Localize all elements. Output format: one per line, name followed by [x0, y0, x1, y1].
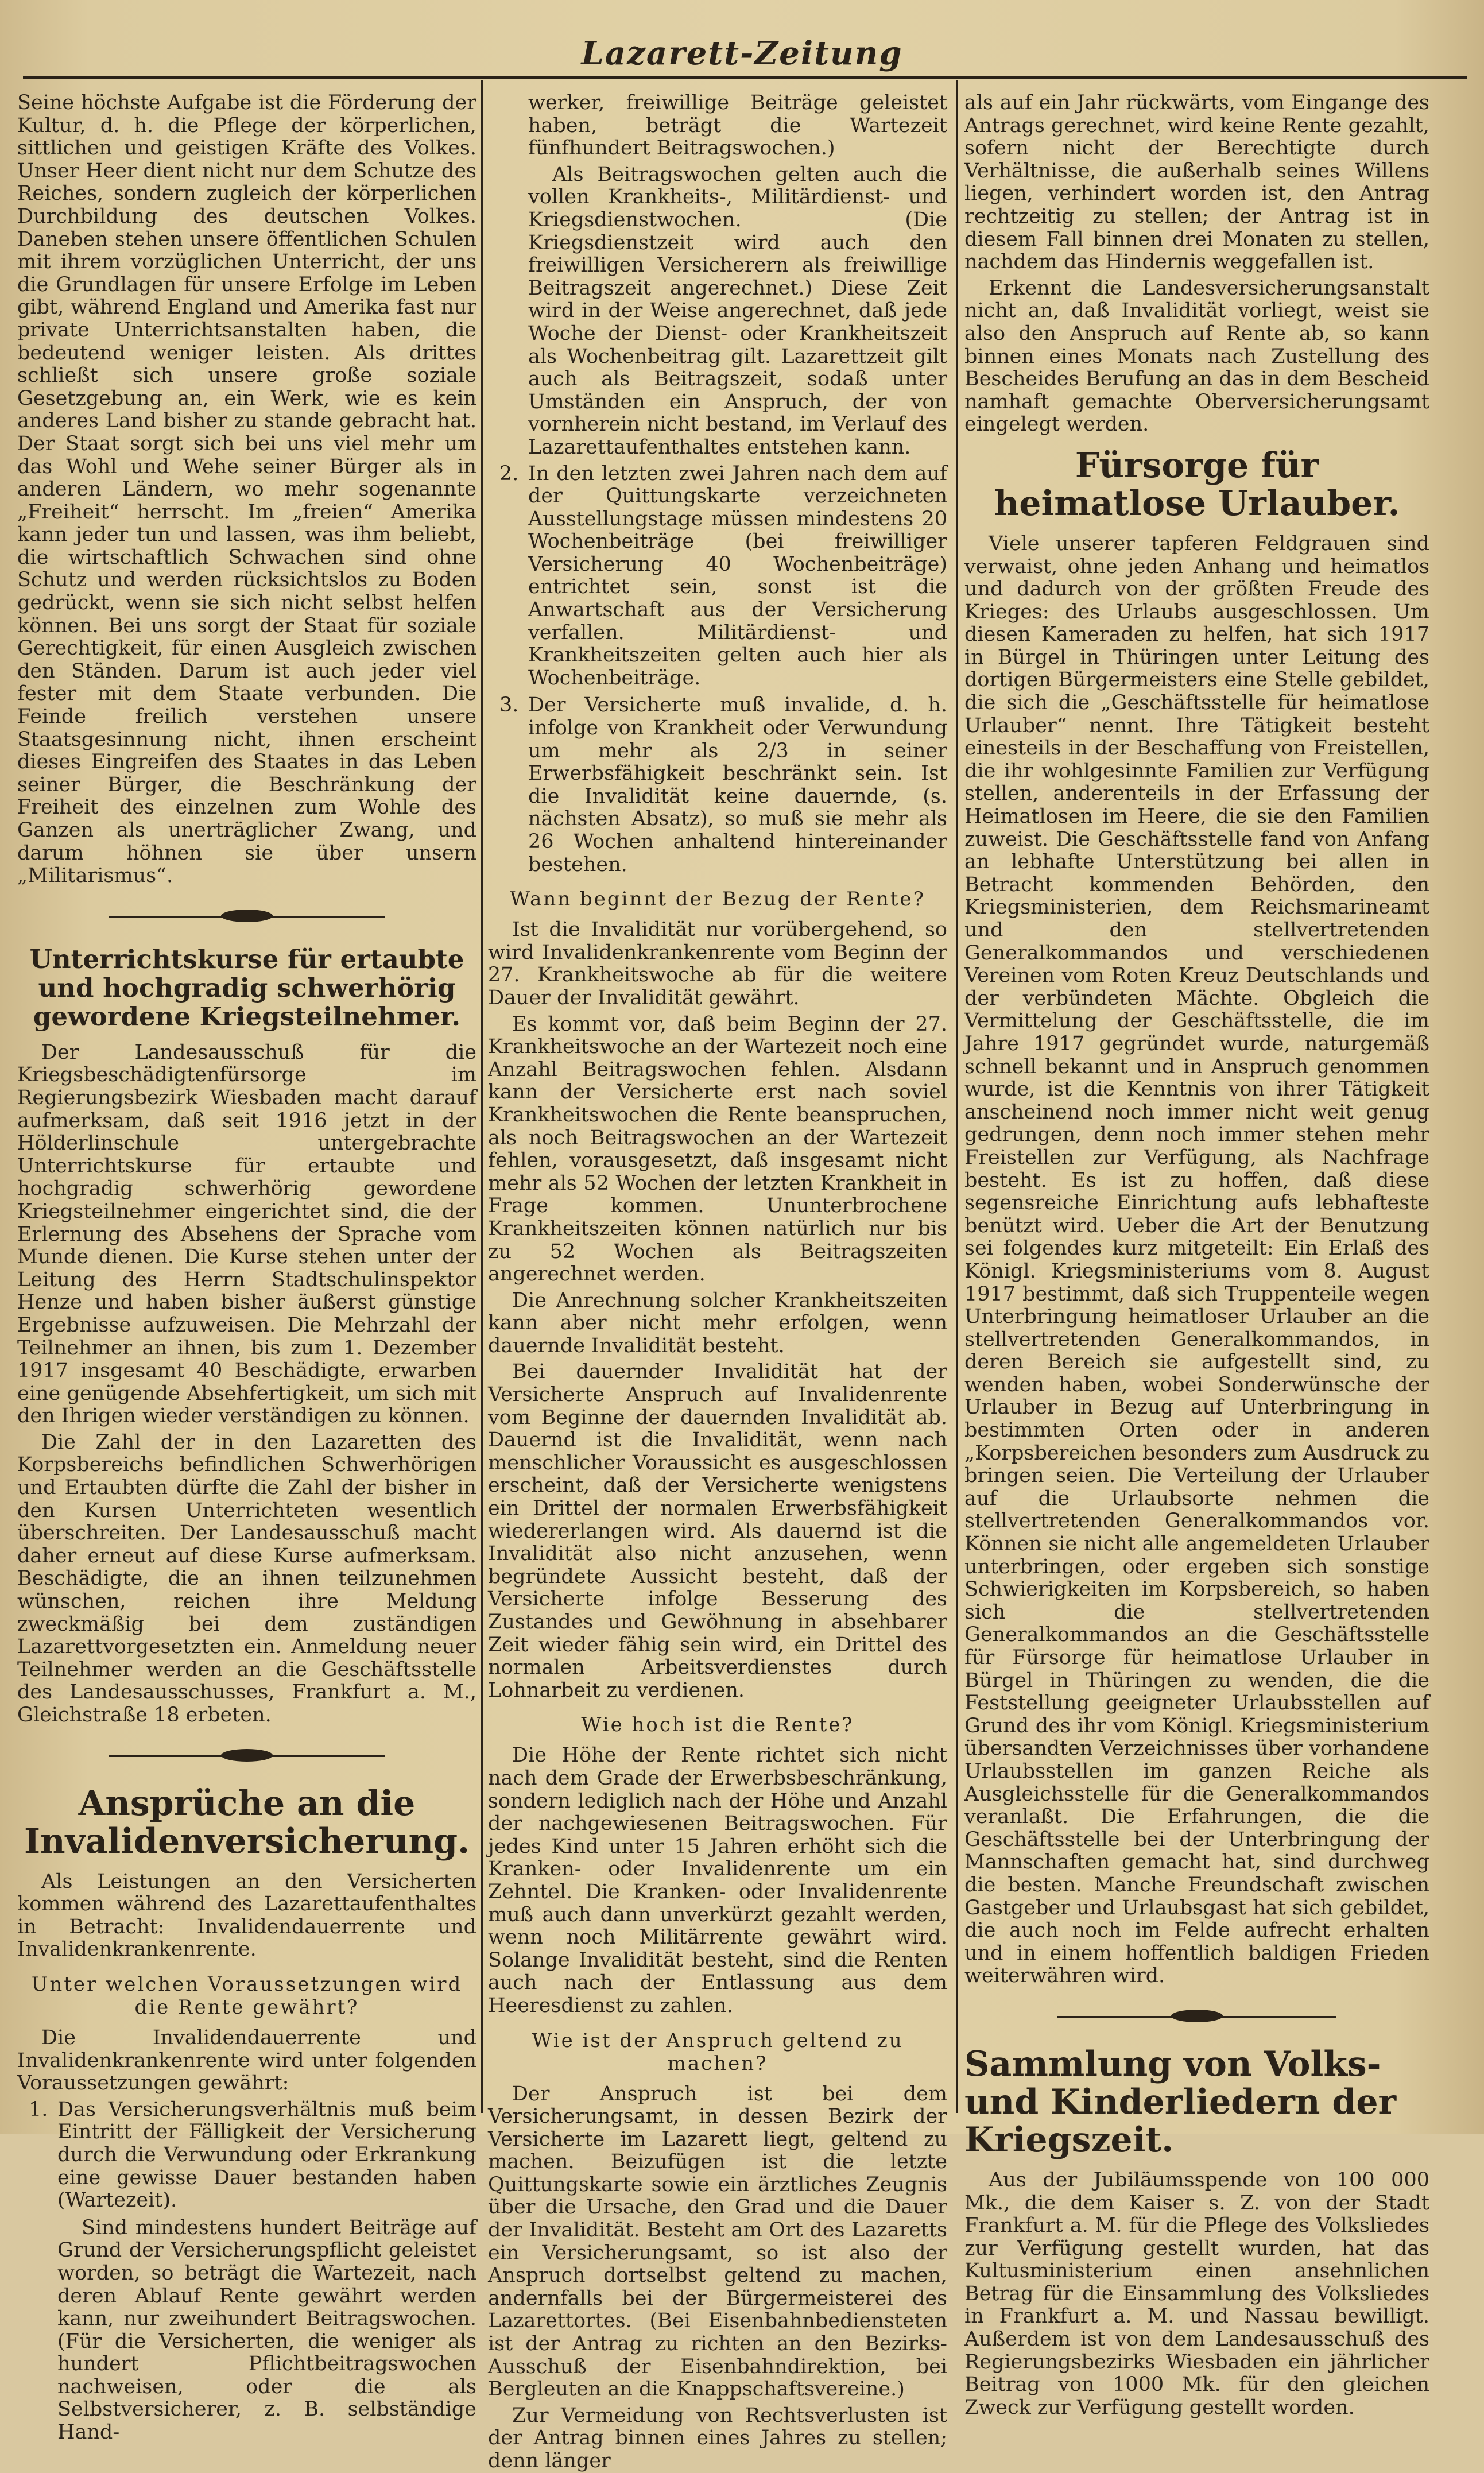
paragraph: Der Landesausschuß für die Kriegsbeschädigtenfürsorge im Regierungsbezirk Wiesbaden macht darauf aufmerksam, daß seit 1916 jetzt in der Hölderlinschule untergebrachte Unterrichtskurse für ertaubte und hochgradig schwerhörig gewordene Kriegsteilnehmer eingerichtet sind, die der Erlernung des Absehens der Sprache vom Munde dienen. Die Kurse stehen unter der Leitung des Herrn Stadtschulinspektor Henze und haben bisher äußerst günstige Ergebnisse aufzuweisen. Die Mehrzahl der Teilnehmer an ihnen, bis zum 1. Dezember 1917 insgesamt 40 Beschädigte, erwarben eine genügende Absehfertigkeit, um sich mit den Ihrigen wieder verständigen zu können.	[17, 1040, 476, 1428]
paragraph: Als Leistungen an den Versicherten kommen während des Lazarettaufenthaltes in Betracht: Invalidendauerrente und Invalidenkrankenrente.	[17, 1870, 476, 1961]
paragraph: Seine höchste Aufgabe ist die Förderung der Kultur, d. h. die Pflege der körperlichen, sittlichen und geistigen Kräfte des Volkes. Unser Heer dient nicht nur dem Schutze des Reiches, sondern zugleich der körperlichen Durchbildung des deutschen Volkes. Daneben stehen unsere öffentlichen Schulen mit ihrem vorzüglichen Unterricht, der uns die Grundlagen für unsere Erfolge im Leben gibt, während England und Amerika fast nur private Unterrichtsanstalten haben, die bedeutend weniger leisten. Als drittes schließt sich unsere große soziale Gesetzgebung an, ein Werk, wie es kein anderes Land bisher zu stande gebracht hat. Der Staat sorgt sich bei uns viel mehr um das Wohl und Wehe seiner Bürger als in anderen Ländern, wo mehr sogenannte „Freiheit“ herrscht. Im „freien“ Amerika kann jeder tun und lassen, was ihm beliebt, die wirtschaftlich Schwachen sind ohne Schutz und werden rücksichtslos zu Boden gedrückt, wenn sie sich nicht selbst helfen können. Bei uns sorgt der Staat für soziale Gerechtigkeit, für einen Ausgleich zwischen den Ständen. Darum ist auch jeder viel fester mit dem Staate verbunden. Die Feinde freilich verstehen unsere Staatsgesinnung nicht, ihnen erscheint dieses Eingreifen des Staates in das Leben seiner Bürger, die Beschränkung der Freiheit des einzelnen zum Wohle des Ganzen als unerträglicher Zwang, und darum höhnen sie über unsern „Militarismus“.	[17, 91, 476, 888]
paragraph: Zur Vermeidung von Rechtsverlusten ist der Antrag binnen eines Jahres zu stellen; denn länger	[488, 2404, 947, 2472]
list-text: Das Versicherungsverhältnis muß beim Eintritt der Fälligkeit der Versicherung durch die Verwundung oder Erkrankung eine gewisse Dauer bestanden haben (Wartezeit).	[57, 2097, 476, 2212]
header-rule	[23, 76, 1467, 79]
column-3	[964, 91, 1429, 2419]
list-number: 2.	[499, 462, 519, 485]
list-item	[17, 2099, 476, 2212]
paragraph: werker, freiwillige Beiträge geleistet haben, beträgt die Wartezeit fünfhundert Beitragswochen.)	[528, 91, 947, 160]
paragraph: Als Beitragswochen gelten auch die vollen Krankheits-, Militärdienst- und Kriegsdienstwochen. (Die Kriegsdienstzeit wird auch den freiwilligen Versicherern als freiwillige Beitragszeit angerechnet.) Diese Zeit wird in der Weise angerechnet, daß jede Woche der Dienst- oder Krankheitszeit als Wochenbeitrag gilt. Lazarettzeit gilt auch als Beitragszeit, sodaß unter Umständen ein Anspruch, der von vornherein nicht bestand, im Verlauf des Lazarettaufenthaltes entstehen kann.	[528, 162, 947, 459]
article-heading: Sammlung von Volks- und Kinderliedern der Kriegszeit.	[964, 2044, 1397, 2160]
paragraph: Der Anspruch ist bei dem Versicherungsamt, in dessen Bezirk der Versicherte im Lazarett liegt, geltend zu machen. Beizufügen ist die letzte Quittungskarte sowie ein ärztliches Zeugnis über die Ursache, den Grad und die Dauer der Invalidität. Besteht am Ort des Lazaretts ein Versicherungsamt, so ist also der Anspruch dortselbst geltend zu machen, andernfalls bei der Bürgermeisterei des Lazarettortes. (Bei Eisenbahnbediensteten ist der Antrag zu richten an den Bezirks-Ausschuß der Eisenbahndirektion, bei Bergleuten an die Knappschaftsvereine.)	[488, 2082, 947, 2401]
subheading: Unter welchen Voraussetzungen wird die Rente gewährt?	[31, 1972, 463, 2019]
paragraph: Die Zahl der in den Lazaretten des Korpsbereichs befindlichen Schwerhörigen und Ertaubten dürfte die Zahl der bisher in den Kursen Unterrichteten wesentlich überschreiten. Der Landesausschuß macht daher erneut auf diese Kurse aufmerksam. Beschädigte, die an ihnen teilzunehmen wünschen, reichen ihre Meldung zweckmäßig bei dem zuständigen Lazarettvorgesetzten ein. Anmeldung neuer Teilnehmer werden an die Geschäftsstelle des Landesausschusses, Frankfurt a. M., Gleichstraße 18 erbeten.	[17, 1430, 476, 1727]
list-text: In den letzten zwei Jahren nach dem auf der Quittungskarte verzeichneten Ausstellungstage müssen mindestens 20 Wochenbeiträge (bei freiwilliger Versicherung 40 Wochenbeiträge) entrichtet sein, sonst ist die Anwartschaft aus der Versicherung verfallen. Militärdienst- und Krankheitszeiten gelten auch hier als Wochenbeiträge.	[528, 462, 947, 690]
subheading: Wie hoch ist die Rente?	[581, 1713, 854, 1737]
paragraph: Die Anrechnung solcher Krankheitszeiten kann aber nicht mehr erfolgen, wenn dauernde Invalidität besteht.	[488, 1288, 947, 1357]
paragraph: Die Invalidendauerrente und Invalidenkrankenrente wird unter folgenden Voraussetzungen gewährt:	[17, 2026, 476, 2095]
paragraph: Erkennt die Landesversicherungsanstalt nicht an, daß Invalidität vorliegt, weist sie also den Anspruch auf Rente ab, so kann binnen eines Monats nach Zustellung des Bescheides Berufung an das in dem Bescheid namhaft gemachte Oberversicherungsamt eingelegt werden.	[964, 276, 1429, 436]
ornament-divider	[964, 2005, 1429, 2028]
column-divider	[956, 80, 958, 2113]
paragraph: Es kommt vor, daß beim Beginn der 27. Krankheitswoche an der Wartezeit noch eine Anzahl Beitragswochen fehlen. Alsdann kann der Versicherte erst nach soviel Krankheitswochen die Rente beanspruchen, als noch Beitragswochen an der Wartezeit fehlen, vorausgesetzt, daß insgesamt nicht mehr als 52 Wochen der letzten Krankheit in Frage kommen. Ununterbrochene Krankheitszeiten können natürlich nur bis zu 52 Wochen als Beitragszeiten angerechnet werden.	[488, 1012, 947, 1286]
paragraph: Viele unserer tapferen Feldgrauen sind verwaist, ohne jeden Anhang und heimatlos und dadurch von der größten Freude des Krieges: des Urlaubs ausgeschlossen. Um diesen Kameraden zu helfen, hat sich 1917 in Bürgel in Thüringen unter Leitung des dortigen Bürgermeisters eine Stelle gebildet, die sich die „Geschäftsstelle für heimatlose Urlauber“ nennt. Ihre Tätigkeit besteht einesteils in der Beschaffung von Freistellen, die ihr wohlgesinnte Familien zur Verfügung stellen, anderenteils in der Erfassung der Heimatlosen im Heere, die sie den Familien zuweist. Die Geschäftsstelle fand von Anfang an lebhafte Unterstützung bei allen in Betracht kommenden Behörden, den Kriegsministerien, dem Reichsmarineamt und den stellvertretenden Generalkommandos und verschiedenen Vereinen vom Roten Kreuz Deutschlands und der verbündeten Mächte. Obgleich die Vermittelung der Geschäftsstelle, die im Jahre 1917 gegründet wurde, naturgemäß schnell bekannt und in Anspruch genommen wurde, ist die Kenntnis von ihrer Tätigkeit anscheinend noch immer nicht weit genug gedrungen, denn noch immer stehen mehr Freistellen zur Verfügung, als Nachfrage besteht. Es ist zu hoffen, daß diese segensreiche Einrichtung aufs lebhafteste benützt wird. Ueber die Art der Benutzung sei folgendes kurz mitgeteilt: Ein Erlaß des Königl. Kriegsministeriums vom 8. August 1917 bestimmt, daß sich Truppenteile wegen Unterbringung heimatloser Urlauber an die stellvertretenden Generalkommandos, in deren Bereich sie aufgestellt sind, zu wenden haben, wobei Sonderwünsche der Urlauber in Bezug auf Unterbringung in bestimmten Orten oder in anderen „Korpsbereichen besonders zum Ausdruck zu bringen seien. Die Verteilung der Urlauber auf die Urlaubsorte nehmen die stellvertretenden Generalkommandos vor. Können sie nicht alle angemeldeten Urlauber unterbringen, oder ergeben sich sonstige Schwierigkeiten im Korpsbereich, so haben sich die stellvertretenden Generalkommandos an die Geschäftsstelle für Fürsorge für heimatlose Urlauber in Bürgel in Thüringen zu wenden, die die Feststellung geeigneter Urlaubsstellen auf Grund des ihr vom Königl. Kriegsministerium übersandten Verzeichnisses über vorhandene Urlaubsstellen im ganzen Reiche als Ausgleichsstelle für die Generalkommandos veranlaßt. Die Erfahrungen, die die Geschäftsstelle bei der Unterbringung der Mannschaften gemacht hat, sind durchweg die besten. Manche Freundschaft zwischen Gastgeber und Urlaubsgast hat sich gebildet, die auch noch im Felde aufrecht erhalten und in einem hoffentlich baldigen Frieden weiterwähren wird.	[964, 532, 1429, 1988]
paragraph: Bei dauernder Invalidität hat der Versicherte Anspruch auf Invalidenrente vom Beginne der dauernden Invalidität ab. Dauernd ist die Invalidität, wenn nach menschlicher Voraussicht es ausgeschlossen erscheint, daß der Versicherte wenigstens ein Drittel der normalen Erwerbsfähigkeit wiedererlangen wird. Als dauernd ist die Invalidität also nicht anzusehen, wenn begründete Aussicht besteht, daß der Versicherte infolge Besserung des Zustandes und Gewöhnung in absehbarer Zeit wieder fähig sein wird, ein Drittel des normalen Arbeitsverdienstes durch Lohnarbeit zu verdienen.	[488, 1360, 947, 1702]
article-heading: Fürsorge für heimatlose Urlauber.	[994, 445, 1400, 524]
ornament-divider	[17, 905, 476, 928]
list-item	[488, 694, 947, 876]
paragraph: Sind mindestens hundert Beiträge auf Grund der Versicherungspflicht geleistet worden, so beträgt die Wartezeit, nach deren Ablauf Rente gewährt werden kann, nur zweihundert Beitragswochen. (Für die Versicherten, die weniger als hundert Pflichtbeitragswochen nachweisen, oder die als Selbstversicherer, z. B. selbständige Hand-	[57, 2216, 476, 2444]
list-text: Der Versicherte muß invalide, d. h. infolge von Krankheit oder Verwundung um mehr als 2/3 in seiner Erwerbsfähigkeit beschränkt sein. Ist die Invalidität keine dauernde, (s. nächsten Absatz), so muß sie mehr als 26 Wochen anhaltend hintereinander bestehen.	[528, 694, 947, 876]
article-heading: Unterrichtskurse für ertaubte und hochgradig schwerhörig gewordene Kriegsteilnehmer.	[29, 943, 464, 1032]
list-item	[488, 463, 947, 690]
ornament-divider	[17, 1744, 476, 1767]
column-2	[488, 91, 947, 2472]
paragraph: Die Höhe der Rente richtet sich nicht nach dem Grade der Erwerbsbeschränkung, sondern lediglich nach der Höhe und Anzahl der nachgewiesenen Beitragswochen. Für jedes Kind unter 15 Jahren erhöht sich die Kranken- oder Invalidenrente um ein Zehntel. Die Kranken- oder Invalidenrente muß auch dann unverkürzt gezahlt werden, wenn noch Militärrente gewährt wird. Solange Invalidität besteht, sind die Renten auch nach der Entlassung aus dem Heeresdienst zu zahlen.	[488, 1744, 947, 2017]
masthead: Lazarett-Zeitung	[581, 34, 903, 72]
subheading: Wie ist der Anspruch geltend zu machen?	[532, 2029, 904, 2075]
list-number: 1.	[29, 2097, 48, 2121]
paragraph: als auf ein Jahr rückwärts, vom Eingange des Antrags gerechnet, wird keine Rente gezahlt, sofern nicht der Berechtigte durch Verhältnisse, die außerhalb seines Willens liegen, verhindert worden ist, den Antrag rechtzeitig zu stellen; der Antrag ist in diesem Fall binnen drei Monaten zu stellen, nachdem das Hindernis weggefallen ist.	[964, 91, 1429, 274]
column-divider	[481, 80, 483, 2113]
column-1	[17, 91, 476, 2444]
paragraph: Aus der Jubiläumsspende von 100 000 Mk., die dem Kaiser s. Z. von der Stadt Frankfurt a. M. für die Pflege des Volksliedes zur Verfügung gestellt wurden, hat das Kultusministerium einen ansehnlichen Betrag für die Einsammlung des Volksliedes in Frankfurt a. M. und Nassau bewilligt. Außerdem ist von dem Landesausschuß des Regierungsbezirks Wiesbaden ein jährlicher Beitrag von 1000 Mk. für den gleichen Zweck zur Verfügung gestellt worden.	[964, 2168, 1429, 2419]
paragraph: Ist die Invalidität nur vorübergehend, so wird Invalidenkrankenrente vom Beginn der 27. Krankheitswoche ab für die weitere Dauer der Invalidität gewährt.	[488, 918, 947, 1009]
article-heading: Ansprüche an die Invalidenversicherung.	[24, 1783, 470, 1861]
list-number: 3.	[499, 694, 519, 717]
subheading: Wann beginnt der Bezug der Rente?	[510, 888, 925, 911]
